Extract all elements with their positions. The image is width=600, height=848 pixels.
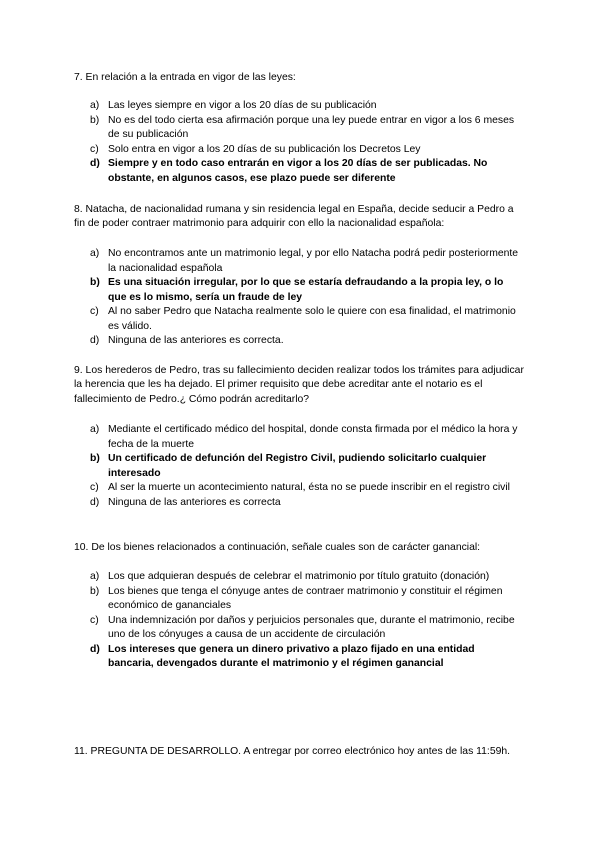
question-9-stem: 9. Los herederos de Pedro, tras su fallecimiento deciden realizar todos los trámites para adjudicar la herencia que les ha dejado. El primer requisito que debe acreditar ante el notario es el fallecimiento de Pedro.¿ Cómo podrán acreditarlo? (74, 365, 524, 405)
option-9d: d) Ninguna de las anteriores es correcta (90, 496, 281, 508)
option-10c: c) Una indemnización por daños y perjuicios personales que, durante el matrimonio, recibe uno de los cónyuges a causa de un accidente de circulación (90, 614, 515, 640)
option-9a: a) Mediante el certificado médico del hospital, donde consta firmada por el médico la hora y fecha de la muerte (90, 424, 518, 450)
option-10b: b) Los bienes que tenga el cónyuge antes de contraer matrimonio y constituir el régimen económico de gananciales (90, 585, 503, 611)
essay-question: 11. PREGUNTA DE DESARROLLO. A entregar por correo electrónico hoy antes de las 11:59h. (74, 746, 511, 757)
option-10d-answer: d) Los intereses que genera un dinero privativo a plazo fijado en una entidad bancaria, devengados durante el matrimonio y el régimen ganancial (90, 643, 475, 669)
option-8d: d) Ninguna de las anteriores es correcta. (90, 335, 284, 346)
question-9-options (90, 423, 520, 510)
option-8a: a) No encontramos ante un matrimonio legal, y por ello Natacha podrá pedir posteriormente la nacionalidad española (90, 248, 519, 274)
option-8b-answer: b) Es una situación irregular, por lo que se estaría defraudando a la propia ley, o lo que es lo mismo, sería un fraude de ley (90, 277, 504, 303)
question-7-options (90, 99, 520, 186)
question-8-stem: 8. Natacha, de nacionalidad rumana y sin residencia legal en España, decide seducir a Pedro a fin de poder contraer matrimonio para adquirir con ello la nacionalidad española: (74, 204, 514, 230)
question-7-stem: 7. En relación a la entrada en vigor de las leyes: (74, 72, 296, 83)
option-9b-answer: b) Un certificado de defunción del Registro Civil, pudiendo solicitarlo cualquier interesado (90, 453, 487, 479)
option-7c: c) Solo entra en vigor a los 20 días de su publicación los Decretos Ley (90, 143, 421, 155)
option-7a: a) Las leyes siempre en vigor a los 20 días de su publicación (90, 100, 377, 111)
question-8-options (90, 247, 520, 349)
option-7d-answer: d) Siempre y en todo caso entrarán en vigor a los 20 días de ser publicadas. No obstante, en algunos casos, ese plazo puede ser diferente (90, 158, 488, 184)
option-7b: b) No es del todo cierta esa afirmación porque una ley puede entrar en vigor a los 6 meses de su publicación (90, 114, 515, 140)
question-10-options (90, 570, 520, 672)
option-10a: a) Los que adquieran después de celebrar el matrimonio por título gratuito (donación) (90, 571, 490, 582)
question-10-stem: 10. De los bienes relacionados a continuación, señale cuales son de carácter ganancial: (74, 542, 481, 553)
option-9c: c) Al ser la muerte un acontecimiento natural, ésta no se puede inscribir en el registro civil (90, 482, 510, 493)
option-8c: c) Al no saber Pedro que Natacha realmente solo le quiere con esa finalidad, el matrimonio es válido. (90, 306, 516, 332)
